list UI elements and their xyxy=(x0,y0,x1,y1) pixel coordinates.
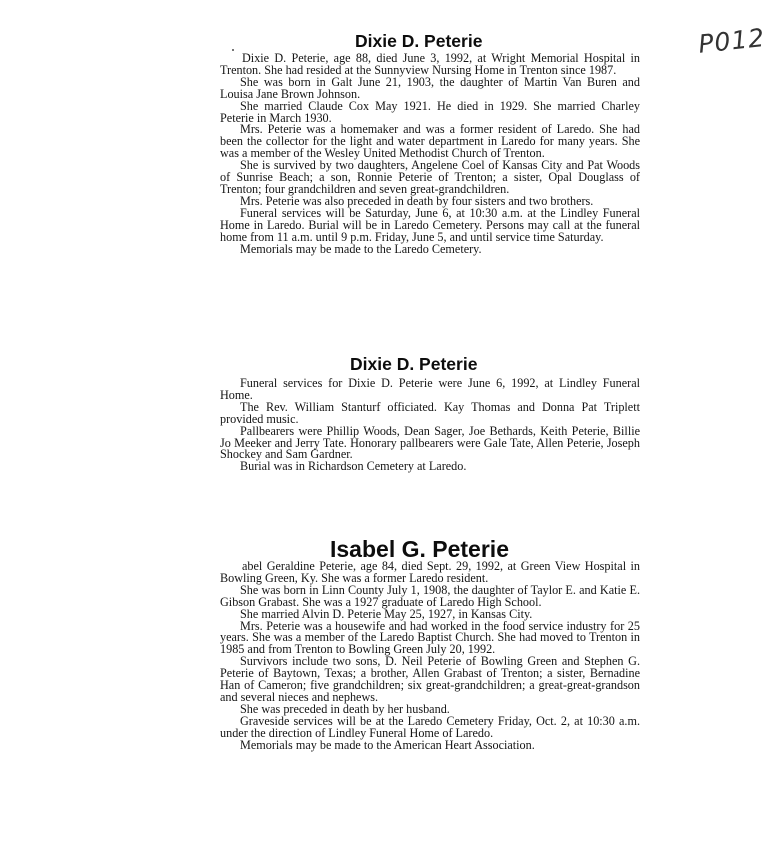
funeral-notice-paragraph: Funeral services for Dixie D. Peterie were June 6, 1992, at Lindley Funeral Home. xyxy=(220,376,640,402)
obituary-paragraph: Memorials may be made to the Laredo Cemetery. xyxy=(240,241,482,256)
obituary-headline: Dixie D. Peterie xyxy=(355,31,483,51)
funeral-notice-clipping xyxy=(220,378,640,473)
obituary-paragraph: Mrs. Peterie was also preceded in death by four sisters and two brothers. xyxy=(240,193,594,208)
obituary-paragraph: Mrs. Peterie was a homemaker and was a former resident of Laredo. She had been the collector for the light and water department in Laredo for many years. She was a member of the Wesley United Methodist Church of Trenton. xyxy=(220,122,640,161)
obituary-paragraph: She was preceded in death by her husband. xyxy=(240,701,450,716)
obituary-paragraph: Mrs. Peterie was a housewife and had worked in the food service industry for 25 years. She was a member of the Laredo Baptist Church. She had moved to Trenton in 1985 and from Trenton to Bowling Green July 20, 1992. xyxy=(220,618,640,657)
funeral-notice-paragraph: Pallbearers were Phillip Woods, Dean Sager, Joe Bethards, Keith Peterie, Billie Jo Meeker and Jerry Tate. Honorary pallbearers were Gale Tate, Allen Peterie, Joseph Shockey and Sam Gardner. xyxy=(220,423,640,462)
obituary-paragraph: Survivors include two sons, D. Neil Peterie of Bowling Green and Stephen G. Peterie of Baytown, Texas; a brother, Allen Grabast of Trenton; a sister, Bernadine Han of Cameron; five grandchildren; six great-grandchildren; a great-great-grandson and several nieces and nephews. xyxy=(220,654,640,704)
obituary-headline: Isabel G. Peterie xyxy=(330,536,509,562)
funeral-notice-headline: Dixie D. Peterie xyxy=(350,354,478,374)
obituary-paragraph: Dixie D. Peterie, age 88, died June 3, 1992, at Wright Memorial Hospital in Trenton. She had resided at the Sunnyview Nursing Home in Trenton since 1987. xyxy=(220,51,640,77)
obituary-paragraph: She married Claude Cox May 1921. He died in 1929. She married Charley Peterie in March 1930. xyxy=(220,98,640,125)
scan-speck xyxy=(232,49,234,51)
obituary-paragraph: abel Geraldine Peterie, age 84, died Sept. 29, 1992, at Green View Hospital in Bowling Green, Ky. She was a former Laredo resident. xyxy=(220,559,640,585)
obituary-paragraph: Funeral services will be Saturday, June 6, at 10:30 a.m. at the Lindley Funeral Home in Laredo. Burial will be in Laredo Cemetery. Persons may call at the funeral home from 11 a.m. until 9 p.m. Friday, June 5, and until service time Saturday. xyxy=(220,205,640,244)
obituary-paragraph: Memorials may be made to the American Heart Association. xyxy=(240,737,535,752)
obituary-clipping xyxy=(220,53,640,255)
obituary-paragraph: She married Alvin D. Peterie May 25, 1927, in Kansas City. xyxy=(240,606,533,621)
obituary-clipping xyxy=(220,561,640,752)
obituary-paragraph: She is survived by two daughters, Angelene Coel of Kansas City and Pat Woods of Sunrise Beach; a son, Ronnie Peterie of Trenton; a sister, Opal Douglass of Trenton; four grandchildren and seven great-grandchildren. xyxy=(220,158,640,196)
obituary-paragraph: She was born in Linn County July 1, 1908, the daughter of Taylor E. and Katie E. Gibson Grabast. She was a 1927 graduate of Laredo High School. xyxy=(220,582,640,609)
obituary-paragraph: Graveside services will be at the Laredo Cemetery Friday, Oct. 2, at 10:30 a.m. under the direction of Lindley Funeral Home of Laredo. xyxy=(220,713,640,740)
page-stamp: P012 xyxy=(697,23,766,59)
funeral-notice-paragraph: Burial was in Richardson Cemetery at Laredo. xyxy=(240,459,467,474)
obituary-paragraph: She was born in Galt June 21, 1903, the daughter of Martin Van Buren and Louisa Jane Brown Johnson. xyxy=(220,74,640,101)
funeral-notice-paragraph: The Rev. William Stanturf officiated. Kay Thomas and Donna Pat Triplett provided music. xyxy=(220,399,640,426)
